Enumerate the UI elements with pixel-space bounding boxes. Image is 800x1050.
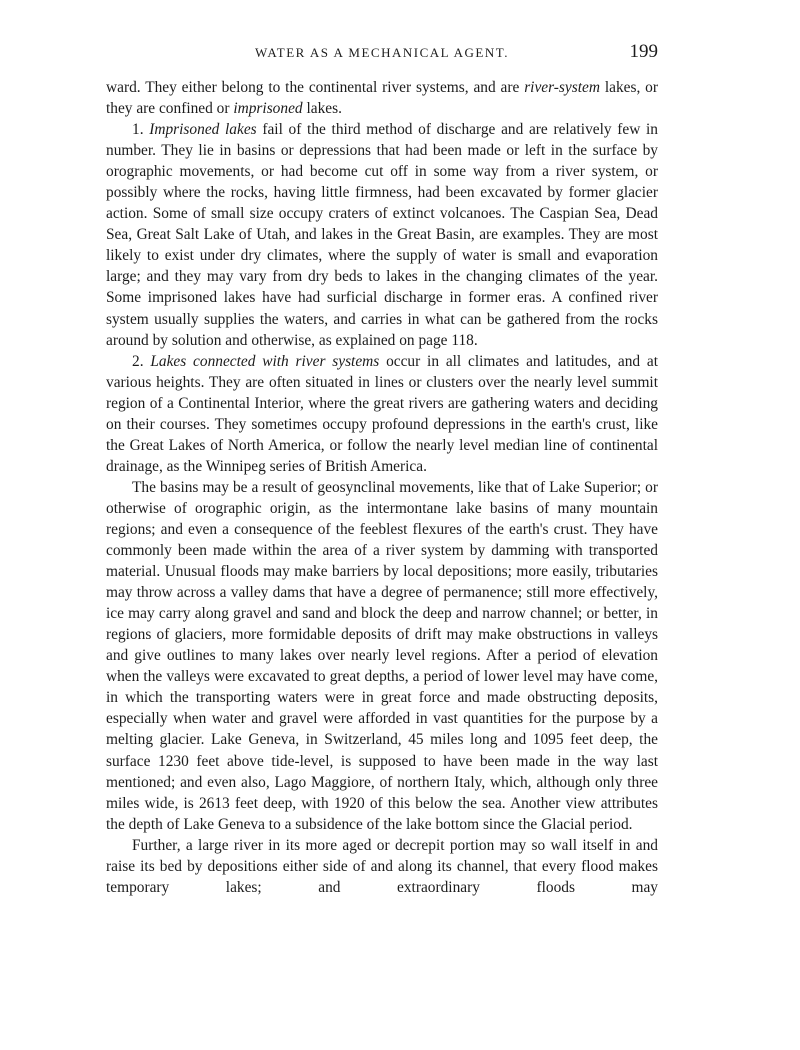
page-header <box>106 43 658 67</box>
paragraph-basins <box>106 477 658 835</box>
paragraph-imprisoned-lakes <box>106 119 658 351</box>
item-number: 2. <box>132 352 151 370</box>
text-run: occur in all climates and latitudes, and at various heights. They are often situated in lines or clusters over the nearly level summit region of a Continental Interior, where the great rivers are gathering waters and deciding on their courses. They sometimes occupy profound depressions in the earth's crust, like the Great Lakes of North America, or follow the nearly level median line of continental drainage, as the Winnipeg series of British America. <box>106 352 659 475</box>
text-run: ward. They either belong to the continental river systems, and are <box>106 79 525 96</box>
body-text <box>106 77 658 898</box>
italic-heading-connected-lakes: Lakes connected with river systems <box>150 352 380 370</box>
text-run: The basins may be a result of geosynclinal movements, like that of Lake Superior; or otherwise of orographic origin, as the intermontane lake basins of many mountain regions; and even a consequence of the feeblest flexures of the earth's crust. They have commonly been made within the area of a river system by damming with transported material. Unusual floods may make barriers by local depositions; more easily, tributaries may throw across a valley dams that have a degree of permanence; still more effectively, ice may carry along gravel and sand and block the deep and narrow channel; or better, in regions of glaciers, more formidable deposits of drift may make obstructions in valleys and give outlines to many lakes over nearly level regions. After a period of elevation when the valleys were excavated to great depths, a period of lower level may have come, in which the transporting waters were in great force and made obstructing deposits, especially when water and gravel were afforded in vast quantities for the purpose by a melting glacier. Lake Geneva, in Switzerland, 45 miles long and 1095 feet deep, the surface 1230 feet above tide-level, is supposed to have been made in the way last mentioned; and even also, Lago Maggiore, of northern Italy, which, although only three miles wide, is 2613 feet deep, with 1920 of this below the sea. Another view attributes the depth of Lake Geneva to a subsidence of the lake bottom since the Glacial period. <box>106 478 658 833</box>
text-run: Further, a large river in its more aged or decrepit portion may so wall itself in and raise its bed by depositions either side of and along its channel, that every flood makes temporary lakes; and extraordinary floods may <box>106 836 658 896</box>
text-run: fail of the third method of discharge and are relatively few in number. They lie in basins or depressions that had been made or left in the surface by orographic movements, or had become cut off in some way from a river system, or possibly where the rocks, having little firmness, had been excavated by former glacier action. Some of small size occupy craters of extinct volcanoes. The Caspian Sea, Dead Sea, Great Salt Lake of Utah, and lakes in the Great Basin, are examples. They are most likely to exist under dry climates, where the supply of water is small and evaporation large; and they may vary from dry beds to lakes in the changing climates of the year. Some imprisoned lakes have had surficial discharge in former eras. A confined river system usually supplies the waters, and carries in what can be gathered from the rocks around by solution and otherwise, as explained on page 118. <box>106 121 658 349</box>
page-number: 199 <box>629 41 658 62</box>
text-run: lakes, or they are confined or <box>106 79 658 118</box>
italic-term-river-system: river-system <box>524 79 600 96</box>
item-number: 1. <box>132 121 150 139</box>
italic-heading-imprisoned-lakes: Imprisoned lakes <box>149 121 257 139</box>
paragraph-continuation <box>106 77 658 119</box>
text-run: lakes. <box>302 100 342 118</box>
paragraph-large-river <box>106 835 658 898</box>
italic-term-imprisoned: imprisoned <box>233 100 303 118</box>
paragraph-river-system-lakes <box>106 351 658 477</box>
running-head: WATER AS A MECHANICAL AGENT. <box>255 45 509 60</box>
